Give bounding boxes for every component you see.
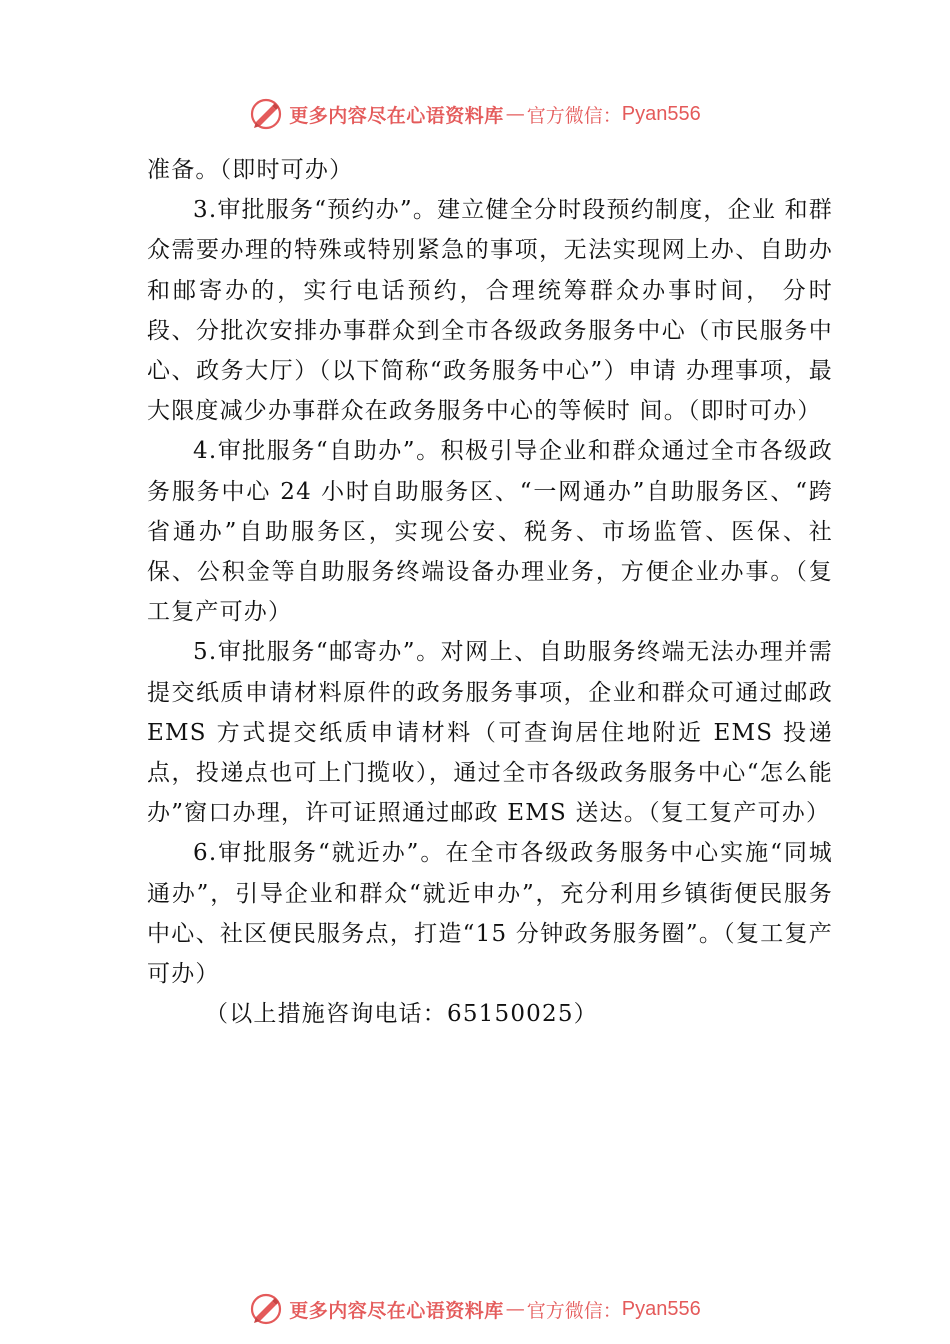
- paragraph-item-5: 5.审批服务“邮寄办”。对网上、自助服务终端无法办理并需提交纸质申请材料原件的政务服务事项，企业和群众可通过邮政 EMS 方式提交纸质申请材料（可查询居住地附近 EMS 投递点，投递点也可上门揽收），通过全市各级政务服务中心“怎么能办”窗口办理，许可证照通过邮政 EMS 送达。（复工复产可办）: [147, 639, 833, 827]
- wechat-id: Pyan556: [621, 102, 701, 125]
- paragraph-item-3: 3.审批服务“预约办”。建立健全分时段预约制度，企业 和群众需要办理的特殊或特别紧急的事项，无法实现网上办、自助办和邮寄办的，实行电话预约，合理统筹群众办事时间， 分时段、分批次安排办事群众到全市各级政务服务中心（市民服务中心、政务大厅）（以下简称“政务服务中心”）申请 办理事项，最大限度减少办事群众在政务服务中心的等候时 间。（即时可办）: [147, 197, 833, 425]
- watermark-separator: —: [505, 103, 525, 125]
- wechat-label: 官方微信：: [526, 1299, 622, 1322]
- wechat-id: Pyan556: [621, 1297, 701, 1320]
- watermark-separator: —: [505, 1298, 525, 1320]
- wechat-label: 官方微信：: [526, 104, 622, 127]
- paragraph-item-6: 6.审批服务“就近办”。在全市各级政务服务中心实施“同城通办”，引导企业和群众“就近申办”，充分利用乡镇街便民服务中心、社区便民服务点，打造“15 分钟政务服务圈”。（复工复产可办）: [147, 840, 833, 988]
- paragraph-contact: （以上措施咨询电话：65150025）: [205, 1001, 598, 1028]
- paragraph-item-4: 4.审批服务“自助办”。积极引导企业和群众通过全市各级政务服务中心 24 小时自助服务区、“一网通办”自助服务区、“跨省通办”自助服务区，实现公安、税务、市场监管、医保、社保、公积金等自助服务终端设备办理业务，方便企业办事。（复工复产可办）: [147, 438, 833, 626]
- paragraph-continuation: 准备。（即时可办）: [147, 157, 354, 183]
- watermark-text: 更多内容尽在心语资料库: [289, 104, 504, 127]
- pen-seal-icon: [249, 97, 283, 131]
- document-body: [147, 150, 833, 1034]
- footer-watermark: [0, 1289, 950, 1329]
- header-watermark: [0, 94, 950, 134]
- watermark-text: 更多内容尽在心语资料库: [289, 1299, 504, 1322]
- pen-seal-icon: [249, 1292, 283, 1326]
